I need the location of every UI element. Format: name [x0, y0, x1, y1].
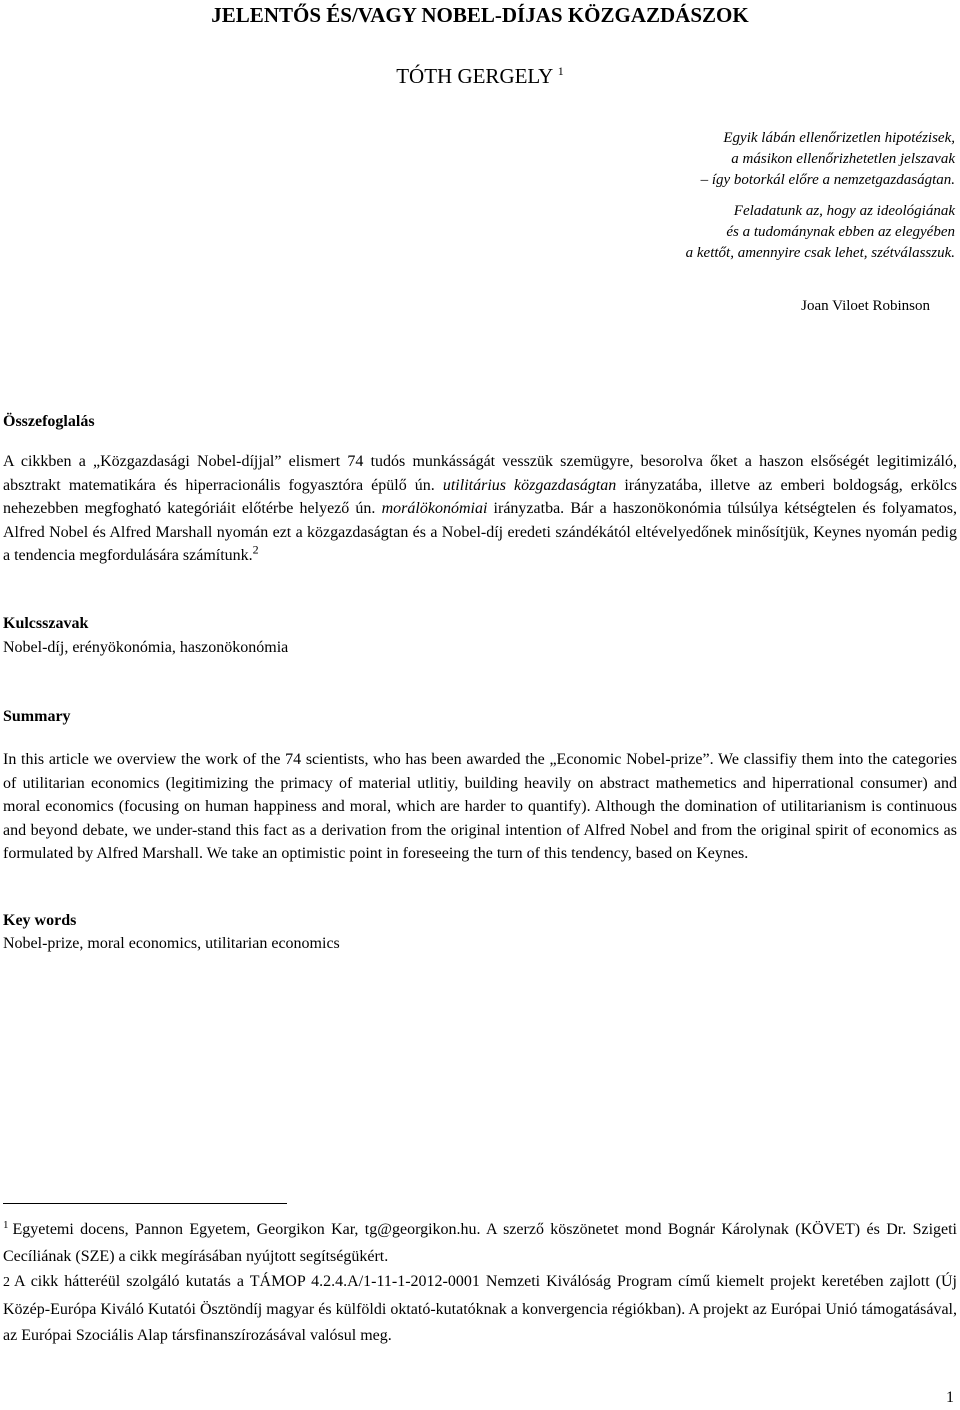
abstract-hu-term-moral: morálökonómiai: [381, 500, 488, 518]
footnote-1: [3, 1217, 957, 1270]
epigraph-line: Feladatunk az, hogy az ideológiának: [733, 203, 955, 219]
abstract-hu-text: [3, 450, 957, 568]
epigraph-line: a másikon ellenőrizhetetlen jelszavak: [731, 151, 955, 167]
footnote-2: [3, 1269, 957, 1350]
keywords-hu-heading: Kulcsszavak: [3, 615, 89, 632]
epigraph-line: – így botorkál előre a nemzetgazdaságtan.: [700, 172, 955, 188]
author-line: [0, 62, 960, 90]
keywords-en-heading: Key words: [3, 912, 77, 929]
author-footnote-ref: 1: [557, 64, 564, 78]
footnote-2-number: 2: [3, 1275, 10, 1290]
epigraph-line: és a tudománynak ebben az elegyében: [726, 224, 955, 240]
footnote-1-number: 1: [3, 1218, 9, 1231]
author-name: TÓTH GERGELY: [396, 64, 553, 88]
page-number: 1: [946, 1389, 954, 1406]
keywords-en-text: Nobel-prize, moral economics, utilitarian economics: [3, 935, 340, 952]
abstract-footnote-ref: 2: [252, 543, 259, 558]
epigraph-attribution: Joan Viloet Robinson: [801, 298, 930, 314]
epigraph-stanza-2: [435, 201, 955, 264]
epigraph-line: Egyik lábán ellenőrizetlen hipotézisek,: [723, 130, 955, 146]
footnote-1-text: Egyetemi docens, Pannon Egyetem, Georgikon Kar, tg@georgikon.hu. A szerző köszönetet mond Bognár Károlynak (KÖVET) és Dr. Szigeti Cecíliának (SZE) a cikk megírásában nyújtott segítségükért.: [3, 1221, 957, 1265]
epigraph-line: a kettőt, amennyire csak lehet, szétválasszuk.: [685, 245, 955, 261]
epigraph-stanza-1: [435, 128, 955, 191]
abstract-hu-heading: Összefoglalás: [3, 413, 95, 430]
summary-heading: Summary: [3, 708, 71, 725]
footnote-separator: [3, 1203, 287, 1204]
abstract-hu-part-1: A cikkben a „Közgazdasági Nobel-díjjal” elismert 74 tudós munkásságát vesszük szemügyre, besorolva őket a haszon elsőségét legitimizáló, absztrakt matematikára és hiperracionális fogyasztóra épülő ún.: [3, 453, 957, 494]
paper-title: JELENTŐS ÉS/VAGY NOBEL-DÍJAS KÖZGAZDÁSZOK: [211, 3, 749, 27]
keywords-hu-text: Nobel-díj, erényökonómia, haszonökonómia: [3, 639, 289, 656]
abstract-hu-part-3: irányzatba. Bár a haszonökonómia túlsúlya kétségtelen és folyamatos, Alfred Nobel és Alfred Marshall nyomán ezt a közgazdaságtan és a Nobel-díj eredeti szándékától eltévelyedőnek minősítjük, Keynes nyomán pedig a tendencia megfordulására számítunk.: [3, 500, 957, 565]
summary-text: In this article we overview the work of the 74 scientists, who has been awarded the „Economic Nobel-prize”. We classifiy them into the categories of utilitarian economics (legitimizing the primacy of material utlitiy, building heavily on abstract mathemetics and hiperrational consumer) and moral economics (focusing on human happiness and moral, which are harder to quantify). Although the domination of utilitarianism is continuous and beyond debate, we under-stand this fact as a derivation from the original intention of Alfred Nobel and from the original spirit of economics as formulated by Alfred Marshall. We take an optimistic point in foreseeing the turn of this tendency, based on Keynes.: [3, 751, 957, 863]
abstract-hu-term-utilitarian: utilitárius közgazdaságtan: [442, 476, 617, 494]
abstract-hu-part-2: irányzatába, illetve az emberi boldogság, erkölcs nehezebben megfogható kategóriáit előtérbe helyező ún.: [3, 476, 957, 518]
footnote-2-text: A cikk hátteréül szolgáló kutatás a TÁMOP 4.2.4.A/1-11-1-2012-0001 Nemzeti Kiválóság Program című kiemelt projekt keretében zajlott (Új Közép-Európa Kiváló Kutatói Ösztöndíj magyar és külföldi oktató-kutatóknak a konvergencia régiókban). A projekt az Európai Unió támogatásával, az Európai Szociális Alap társfinanszírozásával valósul meg.: [3, 1273, 957, 1344]
epigraph: [435, 128, 955, 264]
